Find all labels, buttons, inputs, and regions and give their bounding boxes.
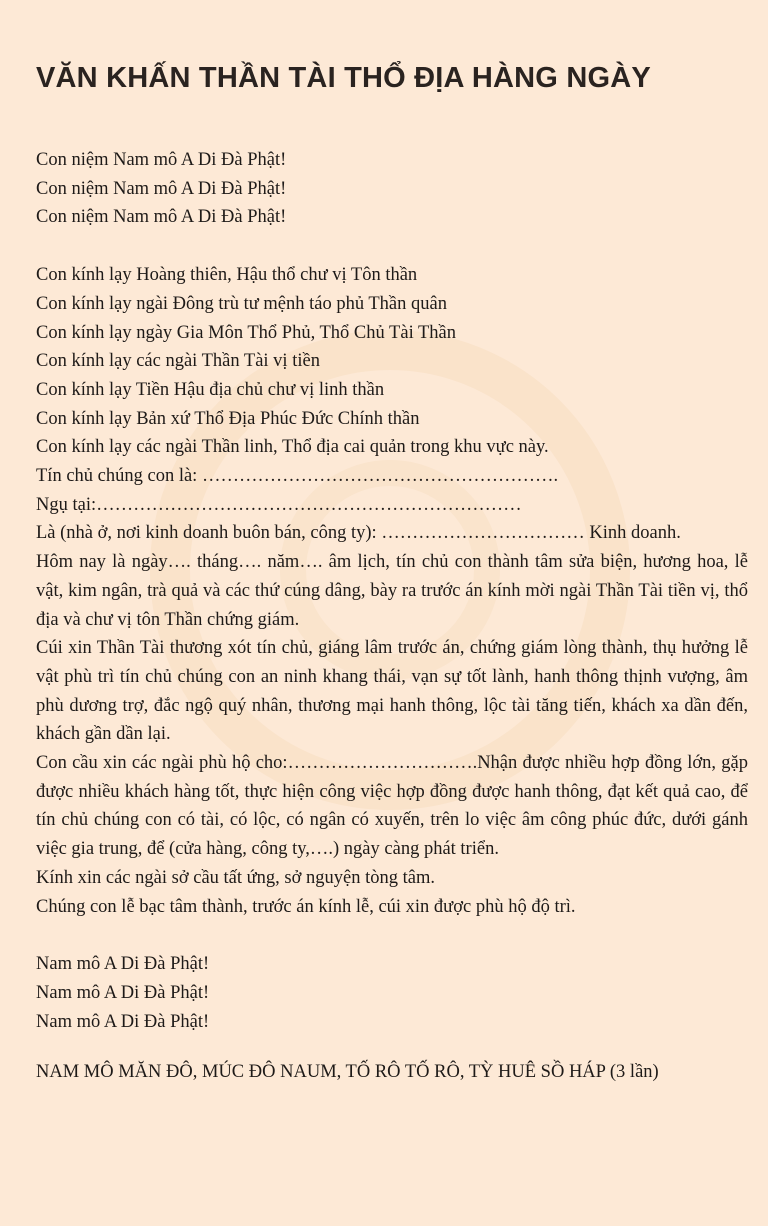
main-prayer — [36, 261, 748, 921]
invocation-line: Con kính lạy ngày Gia Môn Thổ Phủ, Thổ Chủ Tài Thần — [36, 322, 457, 343]
owner-field: Tín chủ chúng con là: …………………………………………………. — [36, 466, 559, 487]
invocation-line: Con kính lạy các ngài Thần Tài vị tiền — [36, 351, 320, 372]
chant-line: Nam mô A Di Đà Phật! — [36, 954, 210, 975]
invocation-line: Con kính lạy Hoàng thiên, Hậu thổ chư vị Tôn thần — [36, 265, 418, 286]
chant-line: Nam mô A Di Đà Phật! — [36, 982, 210, 1003]
invocation-line: Con kính lạy ngài Đông trù tư mệnh táo phủ Thần quân — [36, 293, 447, 314]
chant-line: Con niệm Nam mô A Di Đà Phật! — [36, 207, 287, 228]
page-title: VĂN KHẤN THẦN TÀI THỔ ĐỊA HÀNG NGÀY — [36, 62, 651, 94]
invocation-line: Con kính lạy các ngài Thần linh, Thổ địa cai quản trong khu vực này. — [36, 437, 549, 458]
chant-line: Con niệm Nam mô A Di Đà Phật! — [36, 150, 287, 170]
opening-chant — [36, 146, 748, 232]
chant-line: Nam mô A Di Đà Phật! — [36, 1011, 210, 1032]
mantra-line: NAM MÔ MĂN ĐÔ, MÚC ĐÔ NAUM, TỐ RÔ TỐ RÔ, TỲ HUÊ SỒ HÁP (3 lần) — [36, 1062, 659, 1083]
invocation-line: Con kính lạy Tiền Hậu địa chủ chư vị linh thần — [36, 379, 385, 400]
prayer-line: Kính xin các ngài sở cầu tất ứng, sở nguyện tòng tâm. — [36, 867, 435, 888]
chant-line: Con niệm Nam mô A Di Đà Phật! — [36, 178, 287, 199]
business-paragraph: Là (nhà ở, nơi kinh doanh buôn bán, công ty): …………………………… Kinh doanh. — [36, 523, 681, 544]
request-paragraph: Con cầu xin các ngài phù hộ cho:………………………….Nhận được nhiều hợp đồng lớn, gặp được nhiều khách hàng tốt, thực hiện công việc hợp đồng được hanh thông, đạt kết quả cao, để tín chủ chúng con có tài, có lộc, có ngân có xuyến, trên lo việc âm công phúc đức, dưới gánh việc gia trung, để (cửa hàng, công ty,….) ngày càng phát triển. — [36, 753, 748, 860]
document-body — [36, 146, 748, 1087]
closing-chant — [36, 950, 748, 1036]
blessing-paragraph: Cúi xin Thần Tài thương xót tín chủ, giáng lâm trước án, chứng giám lòng thành, thụ hưởng lễ vật phù trì tín chủ chúng con an ninh khang thái, vạn sự tốt lành, hanh thông thịnh vượng, âm phù dương trợ, đắc ngộ quý nhân, thương mại hanh thông, lộc tài tăng tiến, khách xa dần đến, khách gần dần lại. — [36, 638, 748, 745]
residence-field: Ngụ tại:…………………………………………………………… — [36, 494, 522, 515]
offering-paragraph: Hôm nay là ngày…. tháng…. năm…. âm lịch, tín chủ con thành tâm sửa biện, hương hoa, lễ vật, kim ngân, trà quả và các thứ cúng dâng, bày ra trước án kính mời ngài Thần Tài tiền vị, thổ địa và chư vị tôn Thần chứng giám. — [36, 552, 748, 630]
invocation-line: Con kính lạy Bản xứ Thổ Địa Phúc Đức Chính thần — [36, 408, 420, 429]
prayer-line: Chúng con lễ bạc tâm thành, trước án kính lễ, cúi xin được phù hộ độ trì. — [36, 896, 576, 917]
